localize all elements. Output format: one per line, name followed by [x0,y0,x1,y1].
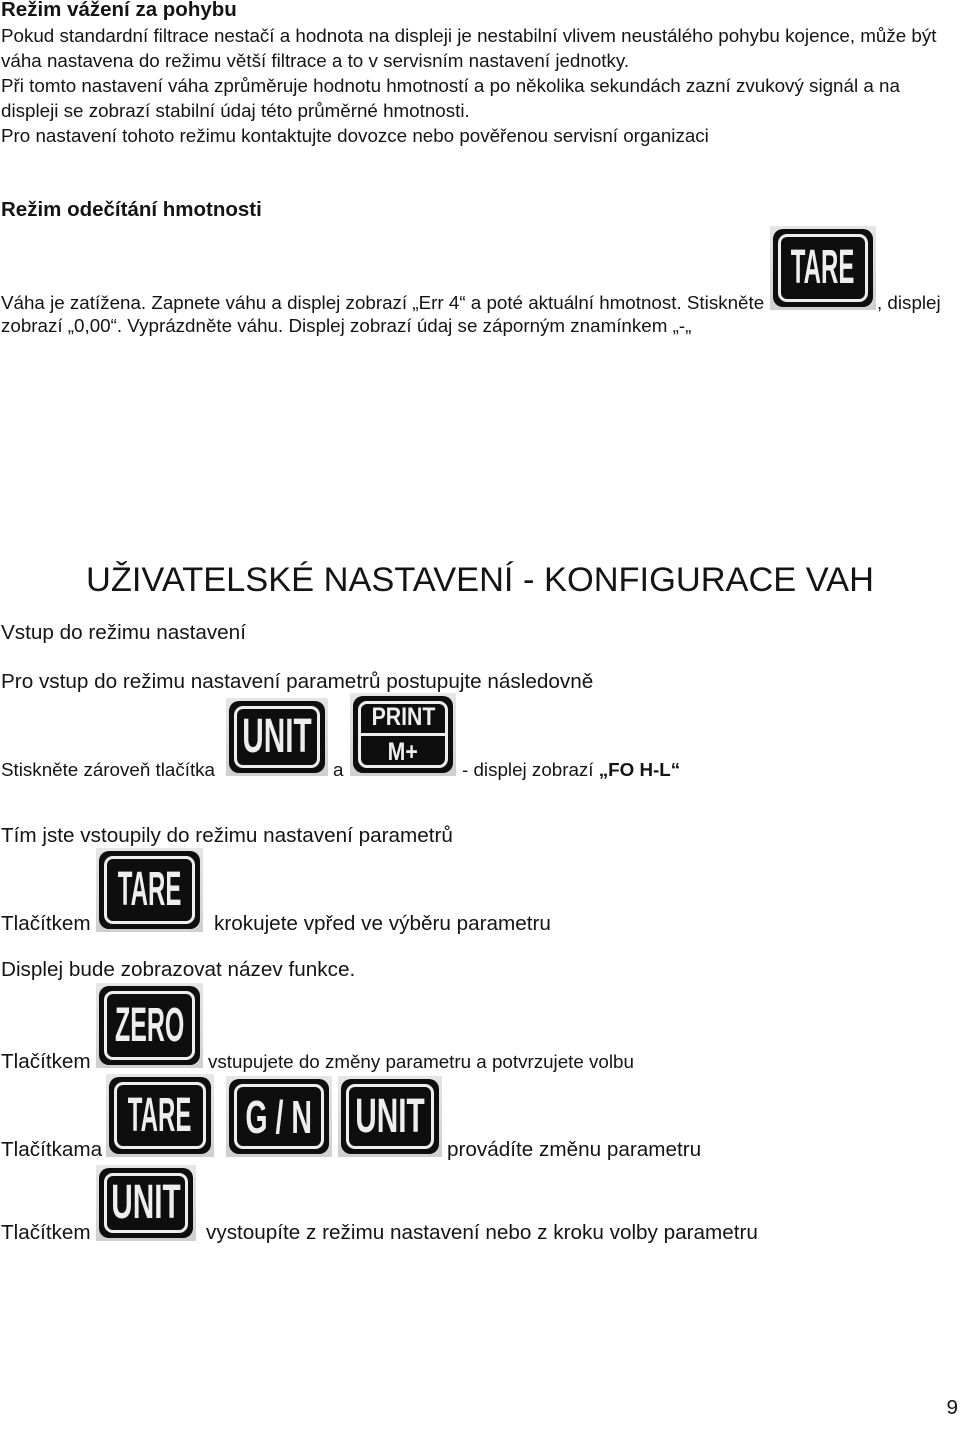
step-exit-text: vystoupíte z režimu nastavení nebo z kroku volby parametru [206,1221,758,1244]
key-ring [104,1173,188,1233]
tare-mode-line-1-continuation: , displej [877,292,941,313]
enter-step-result [462,758,680,782]
key-body [99,1168,193,1238]
enter-step-conjunction: a [333,759,344,780]
key-body [99,986,200,1065]
tare-mode-line-1: Váha je zatížena. Zapnete váhu a displej zobrazí „Err 4“ a poté aktuální hmotnost. Stiskněte [1,292,765,313]
gross-net-key-image [226,1076,332,1157]
paragraph-line: Pokud standardní filtrace nestačí a hodnota na displeji je nestabilní vlivem neustálého pohybu kojence, může být [1,25,937,46]
key-ring [104,856,195,924]
display-value: „FO H-L“ [598,759,681,780]
motion-mode-paragraph [1,23,936,148]
unit-key-label: UNIT [111,1176,181,1229]
print-key-label: PRINT [371,702,435,731]
key-ring [114,1082,206,1149]
step-confirm-text: vstupujete do změny parametru a potvrzujete volbu [208,1051,634,1072]
key-body [353,696,453,773]
display-note: Displej bude zobrazovat název funkce. [1,958,356,981]
paragraph-line: Při tomto nastavení váha zprůměruje hodnotu hmotností a po několika sekundách zazní zvukový signál a na [1,75,900,96]
section-title-motion-weighing: Režim vážení za pohybu [1,0,237,21]
key-ring [234,1084,324,1149]
key-body [99,851,200,929]
step-confirm-prefix: Tlačítkem [1,1050,91,1073]
enter-step-text: Stiskněte zároveň tlačítka [1,759,216,780]
key-ring [234,706,320,768]
paragraph-line: displeji se zobrazí stabilní údaj této průměrné hmotnosti. [1,100,470,121]
config-intro: Pro vstup do režimu nastavení parametrů postupujte následovně [1,670,594,693]
enter-step-result-text: - displej zobrazí [462,759,599,780]
m-plus-key-label: M+ [387,737,419,766]
tare-mode-line-2: zobrazí „0,00“. Vyprázdněte váhu. Displej zobrazí údaj se záporným znamínkem „-„ [1,315,692,336]
paragraph-line: váha nastavena do režimu větší filtrace a to v servisním nastavení jednotky. [1,50,630,71]
key-ring [358,701,448,768]
key-body [341,1079,439,1154]
paragraph-line: Pro nastavení tohoto režimu kontaktujte dovozce nebo pověřenou servisní organizaci [1,125,709,146]
unit-key-label: UNIT [355,1089,425,1143]
config-subheading: Vstup do režimu nastavení [1,621,246,644]
tare-key-label: TARE [128,1088,192,1142]
key-ring [104,991,195,1060]
step-exit-prefix: Tlačítkem [1,1221,91,1244]
key-body [229,1079,329,1154]
key-ring [778,234,868,302]
tare-key-image [96,848,203,932]
key-body [109,1077,211,1154]
step-change-text: provádíte změnu parametru [447,1138,702,1161]
key-ring [346,1084,434,1149]
key-body [773,229,873,307]
step-next-text: krokujete vpřed ve výběru parametru [214,912,551,935]
unit-key-image [96,1165,196,1241]
tare-key-label: TARE [791,241,855,294]
key-divider [361,733,445,736]
zero-key-label: ZERO [114,998,185,1052]
config-heading: UŽIVATELSKÉ NASTAVENÍ - KONFIGURACE VAH [86,561,874,599]
key-body [229,701,325,773]
tare-key-image [770,226,876,310]
unit-key-label: UNIT [242,710,312,763]
section-title-tare-mode: Režim odečítání hmotnosti [1,198,262,221]
gross-net-key-label: G / N [245,1090,313,1143]
step-next-prefix: Tlačítkem [1,912,91,935]
zero-key-image [96,983,203,1068]
tare-key-label: TARE [117,863,182,916]
page-number: 9 [946,1396,958,1419]
unit-key-image [338,1076,442,1157]
tare-key-image [106,1074,214,1157]
step-change-prefix: Tlačítkama [1,1138,103,1161]
print-m-plus-key-image [350,693,456,776]
unit-key-image [226,698,328,776]
entered-note: Tím jste vstoupily do režimu nastavení parametrů [1,824,453,847]
